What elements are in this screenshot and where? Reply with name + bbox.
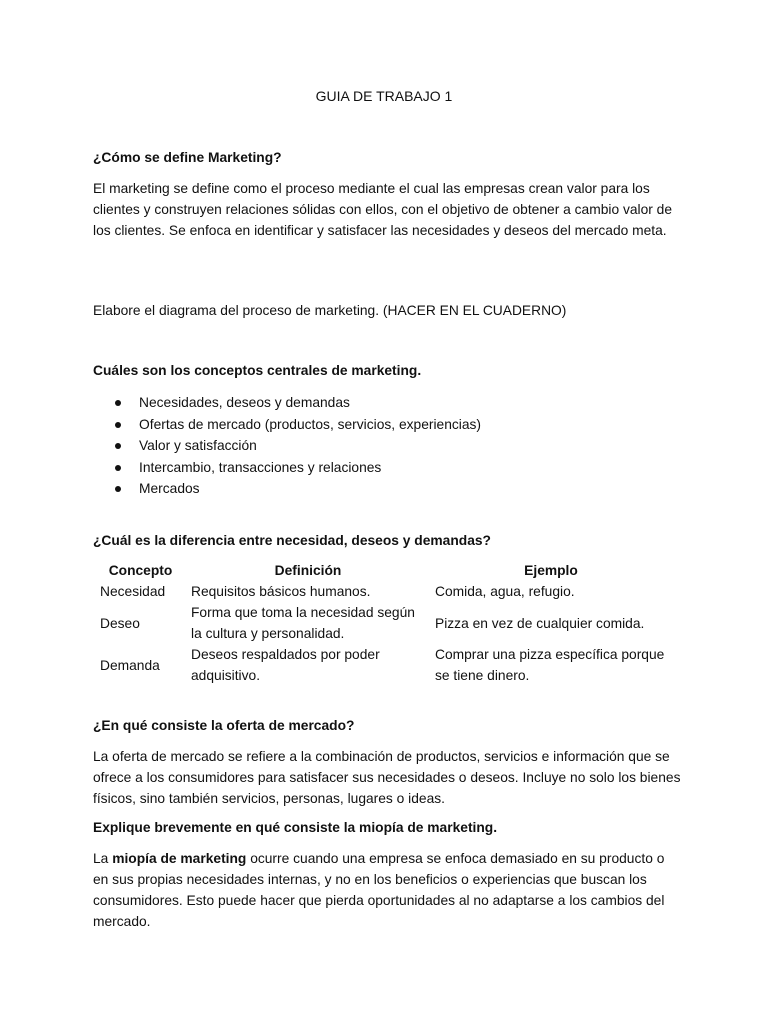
- table-cell: Deseo: [100, 615, 140, 631]
- section-paragraph: El marketing se define como el proceso mediante el cual las empresas crean valor para los clientes y construyen relaciones sólidas con ellos, con el objetivo de obtener a cambio valor de los clientes. Se enfoca en identificar y satisfacer las necesidades y deseos del mercado meta.: [93, 181, 673, 238]
- section-marketing-myopia: [93, 818, 683, 932]
- section-paragraph: La miopía de marketing ocurre cuando una empresa se enfoca demasiado en su producto o en sus propias necesidades internas, y no en los beneficios o experiencias que buscan los consumidores. Esto puede hacer que pierda oportunidades al no adaptarse a los cambios del mercado.: [93, 851, 665, 929]
- column-header: Definición: [274, 563, 342, 578]
- section-diagram-instruction: [93, 300, 683, 321]
- list-item: Ofertas de mercado (productos, servicios, experiencias): [93, 414, 683, 436]
- table-cell: Requisitos básicos humanos.: [191, 584, 371, 599]
- table-cell: Pizza en vez de cualquier comida.: [435, 615, 645, 631]
- document-title: GUIA DE TRABAJO 1: [315, 88, 453, 104]
- section-heading: Cuáles son los conceptos centrales de marketing.: [93, 363, 422, 378]
- bullet-icon: [115, 422, 121, 428]
- section-core-concepts: [93, 361, 683, 500]
- table-cell: Necesidad: [100, 584, 166, 599]
- section-heading: Explique brevemente en qué consiste la miopía de marketing.: [93, 820, 498, 835]
- concepts-list: [93, 392, 683, 500]
- table-row: [93, 581, 674, 602]
- table-row: [93, 602, 674, 644]
- bullet-icon: [115, 443, 121, 449]
- list-item: Intercambio, transacciones y relaciones: [93, 457, 683, 479]
- section-paragraph: La oferta de mercado se refiere a la combinación de productos, servicios e información que se ofrece a los consumidores para satisfacer sus necesidades o deseos. Incluye no solo los bienes físicos, sino también servicios, personas, lugares o ideas.: [93, 749, 681, 806]
- section-difference-heading: [93, 531, 683, 551]
- concepts-table: [93, 560, 674, 686]
- table-header-row: [93, 560, 674, 581]
- instruction-text: Elabore el diagrama del proceso de marketing. (HACER EN EL CUADERNO): [93, 303, 567, 318]
- section-heading: ¿Cuál es la diferencia entre necesidad, deseos y demandas?: [93, 533, 491, 548]
- column-header: Concepto: [108, 563, 173, 578]
- section-heading: ¿En qué consiste la oferta de mercado?: [93, 718, 355, 733]
- bullet-icon: [115, 465, 121, 471]
- section-marketing-definition: [93, 148, 683, 241]
- bold-term: miopía de marketing: [112, 851, 247, 866]
- table-cell: Forma que toma la necesidad según la cultura y personalidad.: [191, 605, 415, 641]
- section-market-offer: [93, 716, 683, 809]
- list-item: Necesidades, deseos y demandas: [93, 392, 683, 414]
- column-header: Ejemplo: [524, 563, 578, 578]
- table-cell: Demanda: [100, 657, 160, 673]
- list-item: Mercados: [93, 478, 683, 500]
- table-row: [93, 644, 674, 686]
- table-cell: Deseos respaldados por poder adquisitivo.: [191, 647, 380, 683]
- bullet-icon: [115, 400, 121, 406]
- bullet-icon: [115, 486, 121, 492]
- table-cell: Comida, agua, refugio.: [435, 584, 575, 599]
- table-cell: Comprar una pizza específica porque se tiene dinero.: [435, 647, 665, 683]
- list-item: Valor y satisfacción: [93, 435, 683, 457]
- section-heading: ¿Cómo se define Marketing?: [93, 150, 282, 165]
